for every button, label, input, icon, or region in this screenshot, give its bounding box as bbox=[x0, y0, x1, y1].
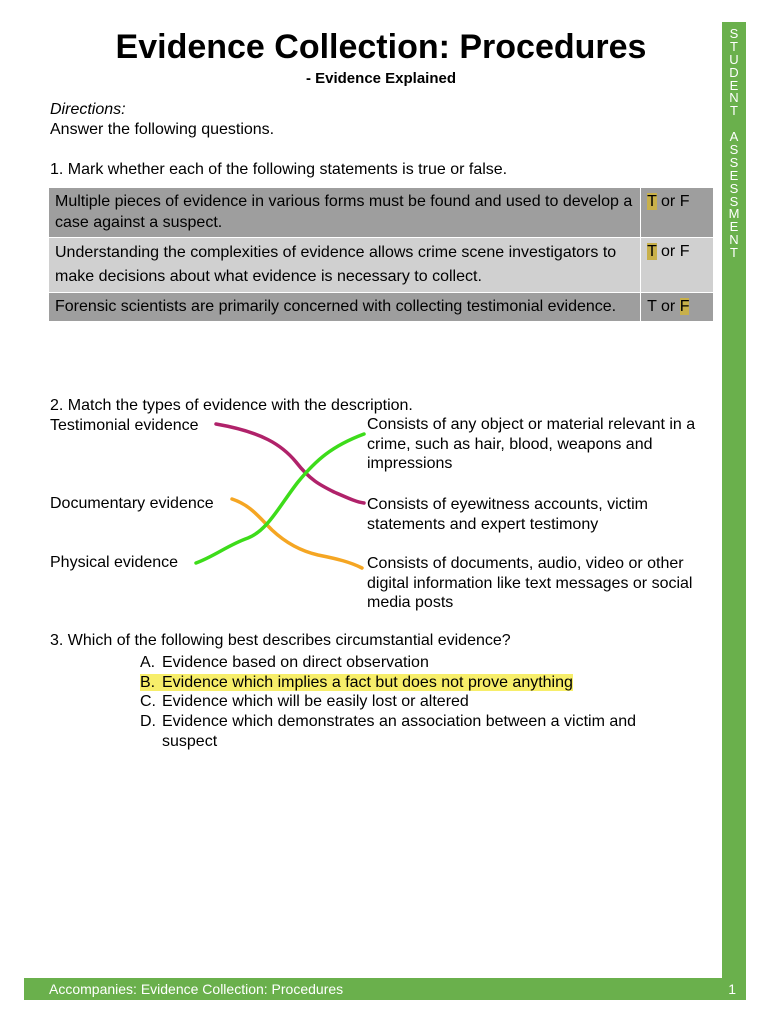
page-subtitle: - Evidence Explained bbox=[305, 70, 457, 87]
directions-label: Directions: bbox=[50, 101, 126, 118]
choice-true[interactable]: T bbox=[647, 243, 657, 260]
choice-false[interactable]: F bbox=[679, 298, 690, 315]
option-d[interactable]: D. Evidence which demonstrates an association between a victim and suspect bbox=[140, 713, 637, 750]
question-3-prompt: 3. Which of the following best describes circumstantial evidence? bbox=[50, 632, 511, 649]
choice-false[interactable]: F bbox=[679, 243, 690, 260]
page-number: 1 bbox=[728, 981, 736, 997]
description-testimonial: Consists of eyewitness accounts, victim statements and expert testimony bbox=[367, 496, 648, 533]
question-2-prompt: 2. Match the types of evidence with the description. bbox=[50, 397, 413, 414]
footer-text: Accompanies: Evidence Collection: Procedures bbox=[49, 981, 344, 997]
true-false-choice[interactable]: T or F bbox=[641, 188, 714, 238]
question-1-prompt: 1. Mark whether each of the following statements is true or false. bbox=[50, 161, 508, 178]
option-b-highlight: B. Evidence which implies a fact but does not prove anything bbox=[140, 674, 573, 691]
footer-bar bbox=[24, 978, 746, 1000]
type-physical: Physical evidence bbox=[50, 554, 179, 571]
type-documentary: Documentary evidence bbox=[50, 495, 214, 512]
sidebar-letters: S T U D E N T A S S E S S M E N T bbox=[728, 26, 740, 261]
statement-cell: Multiple pieces of evidence in various forms must be found and used to develop a case against a suspect. bbox=[49, 188, 641, 238]
statement-cell: Understanding the complexities of evidence allows crime scene investigators to make decisions about what evidence is necessary to collect. bbox=[49, 238, 641, 293]
true-false-choice[interactable]: T or F bbox=[641, 238, 714, 293]
description-physical: Consists of any object or material relevant in a crime, such as hair, blood, weapons and impressions bbox=[367, 416, 696, 472]
page-title: Evidence Collection: Procedures bbox=[115, 28, 647, 66]
option-c[interactable]: C. Evidence which will be easily lost or altered bbox=[140, 693, 469, 710]
choice-false[interactable]: F bbox=[679, 193, 690, 210]
type-testimonial: Testimonial evidence bbox=[50, 417, 199, 434]
choice-true[interactable]: T bbox=[647, 193, 657, 210]
statement-cell: Forensic scientists are primarily concerned with collecting testimonial evidence. bbox=[49, 293, 641, 322]
option-a[interactable]: A. Evidence based on direct observation bbox=[140, 654, 429, 671]
true-false-choice[interactable]: T or F bbox=[641, 293, 714, 322]
match-line-physical[interactable] bbox=[196, 434, 364, 563]
directions-text: Answer the following questions. bbox=[50, 121, 275, 138]
choice-true[interactable]: T bbox=[647, 298, 657, 315]
match-line-documentary[interactable] bbox=[232, 499, 362, 568]
option-b[interactable] bbox=[140, 673, 573, 693]
description-documentary: Consists of documents, audio, video or other digital information like text messages or social media posts bbox=[367, 555, 693, 611]
